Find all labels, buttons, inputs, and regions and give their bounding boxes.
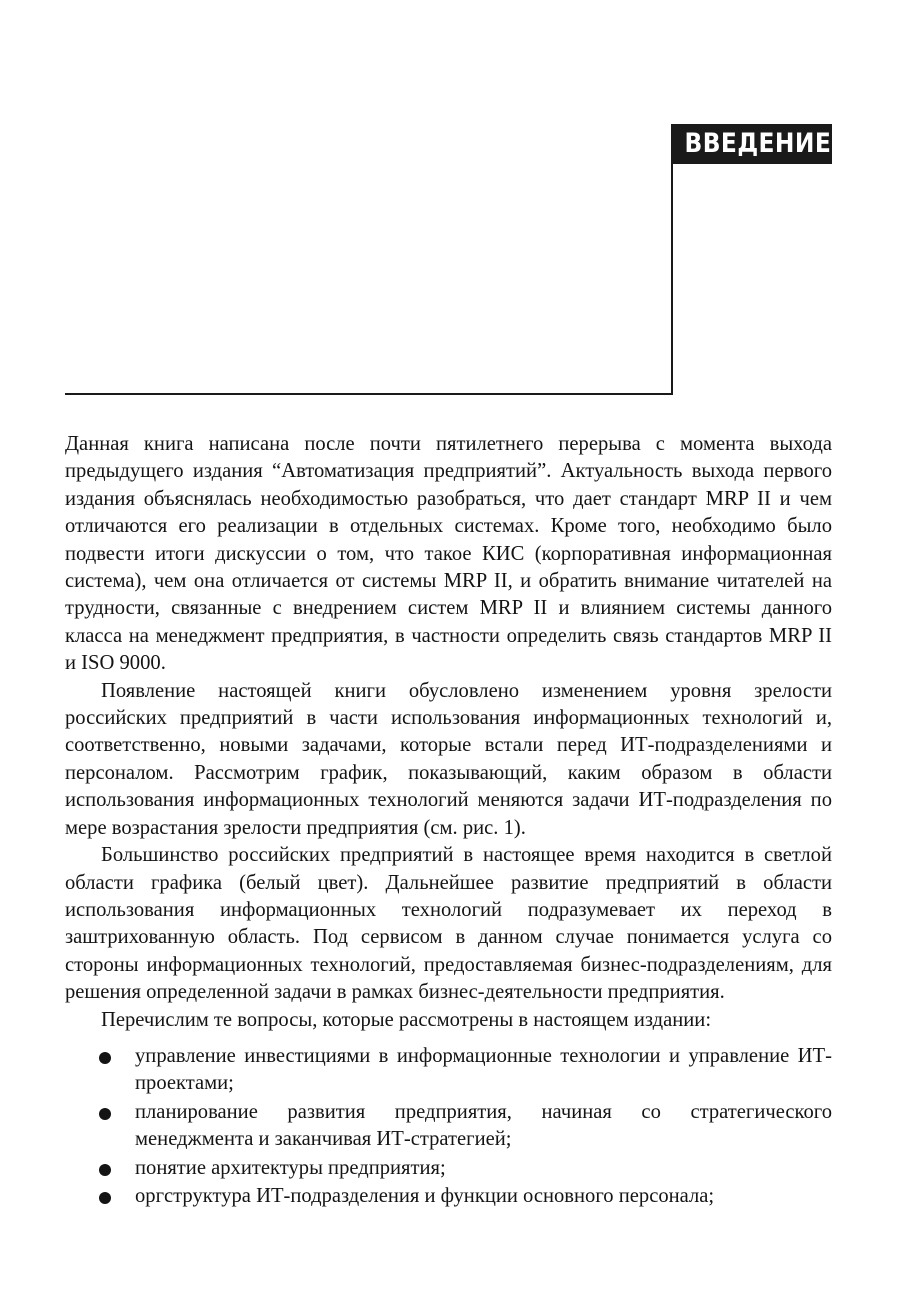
bullet-icon: [99, 1164, 111, 1176]
list-item-text: оргструктура ИТ-подразделения и функции основного персонала;: [135, 1184, 715, 1207]
list-item-text: понятие архитектуры предприятия;: [135, 1156, 446, 1179]
bullet-icon: [99, 1052, 111, 1064]
list-item: [65, 1155, 832, 1182]
chapter-title: ВВЕДЕНИЕ: [673, 124, 832, 164]
paragraph: Появление настоящей книги обусловлено изменением уровня зрелости российских предприятий в части использования информационных технологий и, соответственно, новыми задачами, которые встали перед ИТ-подразделениями и персоналом. Рассмотрим график, показывающий, каким образом в области использования информационных технологий меняются задачи ИТ-подразделения по мере возрастания зрелости предприятия (см. рис. 1).: [65, 679, 832, 839]
topic-list: [65, 1043, 832, 1210]
body-text: [65, 431, 832, 1211]
bullet-icon: [99, 1192, 111, 1204]
list-item: [65, 1099, 832, 1154]
list-item-text: управление инвестициями в информационные технологии и управление ИТ-проектами;: [135, 1044, 832, 1095]
bullet-icon: [99, 1108, 111, 1120]
list-item-text: планирование развития предприятия, начиная со стратегического менеджмента и заканчивая ИТ-стратегией;: [135, 1100, 832, 1151]
paragraph: Перечислим те вопросы, которые рассмотрены в настоящем издании:: [101, 1008, 712, 1031]
list-item: [65, 1043, 832, 1098]
chapter-header-frame: [65, 124, 673, 395]
paragraph: Большинство российских предприятий в настоящее время находится в светлой области графика (белый цвет). Дальнейшее развитие предприятий в области использования информационных технологий подразумевает их переход в заштрихованную область. Под сервисом в данном случае понимается услуга со стороны информационных технологий, предоставляемая бизнес-подразделениям, для решения определенной задачи в рамках бизнес-деятельности предприятия.: [65, 844, 832, 1004]
paragraph: Данная книга написана после почти пятилетнего перерыва с момента выхода предыдущего издания “Автоматизация предприятий”. Актуальность выхода первого издания объяснялась необходимостью разобраться, что дает стандарт MRP II и чем отличаются его реализации в отдельных системах. Кроме того, необходимо было подвести итоги дискуссии о том, что такое КИС (корпоративная информационная система), чем она отличается от системы MRP II, и обратить внимание читателей на трудности, связанные с внедрением систем MRP II и влиянием системы данного класса на менеджмент предприятия, в частности определить связь стандартов MRP II и ISO 9000.: [65, 433, 832, 675]
list-item: [65, 1183, 832, 1210]
